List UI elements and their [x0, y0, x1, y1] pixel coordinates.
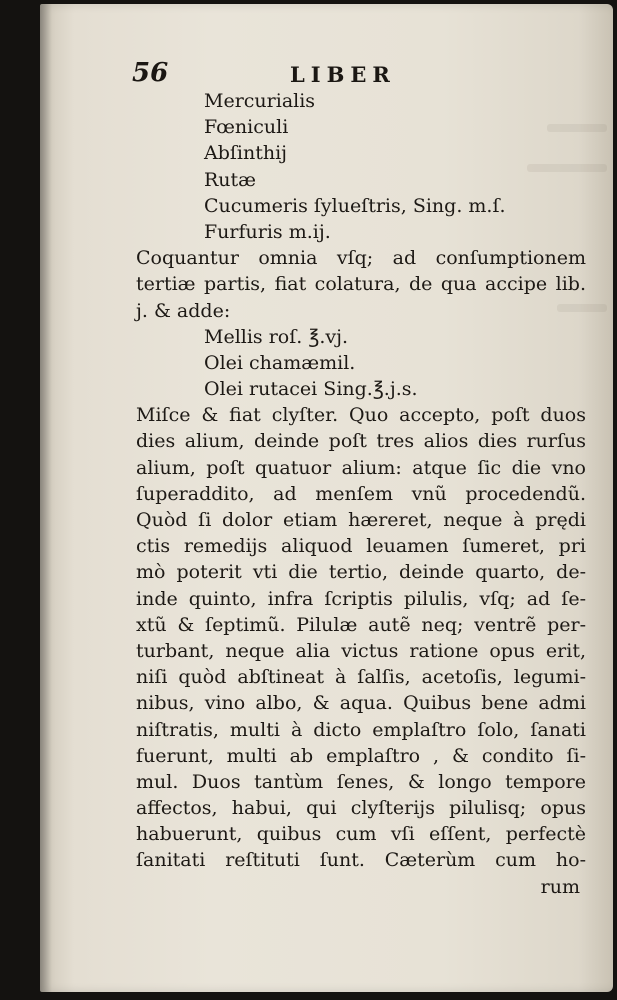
- recipe-ingredient: Furfuris m.ij.: [204, 220, 331, 243]
- text-line: dies alium, deinde poſt tres alios dies rurſus: [136, 430, 586, 453]
- recipe-ingredient: Rutæ: [204, 168, 257, 191]
- text-line: turbant, neque alia victus ratione opus erit,: [136, 639, 586, 662]
- text-line: habuerunt, quibus cum vſi eſſent, perfectè: [136, 823, 586, 846]
- page-gutter-shadow: [40, 4, 52, 992]
- recipe-ingredient: Olei chamæmil.: [204, 351, 356, 374]
- text-line: fuerunt, multi ab emplaſtro , & condito ſi-: [136, 744, 586, 767]
- body-paragraph: [136, 402, 586, 873]
- text-line: ſuperaddito, ad menſem vnũ procedendũ.: [136, 482, 586, 505]
- text-line: tertiæ partis, fiat colatura, de qua accipe lib.: [136, 273, 586, 296]
- text-line: xtũ & ſeptimũ. Pilulæ autẽ neq; ventrẽ per-: [136, 613, 586, 636]
- text-line: mul. Duos tantùm ſenes, & longo tempore: [136, 770, 586, 793]
- recipe-ingredient: Olei rutacei Sing.℥.j.s.: [204, 378, 418, 401]
- text-line: alium, poſt quatuor alium: atque ſic die vno: [136, 456, 586, 479]
- recipe-ingredient: Mellis roſ. ℥.vj.: [204, 325, 349, 348]
- text-line: ctis remedijs aliquod leuamen ſumeret, pri: [136, 535, 586, 558]
- catchword: rum: [540, 875, 580, 898]
- recipe-list-a: [136, 88, 586, 245]
- recipe-ingredient: Mercurialis: [204, 90, 316, 112]
- text-line: niſtratis, multi à dicto emplaſtro ſolo, ſanati: [136, 718, 586, 741]
- text-line: nibus, vino albo, & aqua. Quibus bene admi: [136, 692, 586, 715]
- running-head: LIBER: [290, 62, 396, 87]
- text-line: mò poterit vti die tertio, deinde quarto, de-: [136, 561, 586, 584]
- text-line: ſanitati reſtituti ſunt. Cæterùm cum ho-: [136, 849, 586, 872]
- instruction-paragraph: [136, 245, 586, 324]
- recipe-ingredient: Cucumeris ſylueſtris, Sing. m.ſ.: [204, 194, 506, 217]
- recipe-ingredient: Abſinthij: [204, 142, 288, 165]
- text-line: inde quinto, infra ſcriptis pilulis, vſq; ad ſe-: [136, 587, 586, 610]
- page-number: 56: [132, 58, 169, 88]
- text-line: affectos, habui, qui clyſterijs pilulisq; opus: [136, 797, 586, 820]
- text-line: niſi quòd abſtineat à ſalſis, acetoſis, legumi-: [136, 666, 586, 689]
- text-line: Coquantur omnia vſq; ad conſumptionem: [136, 247, 586, 270]
- page-text: [136, 88, 586, 900]
- text-line: j. & adde:: [136, 299, 231, 322]
- text-line: Quòd ſi dolor etiam hæreret, neque à prędi: [136, 509, 586, 531]
- recipe-ingredient: Fœniculi: [204, 116, 289, 139]
- text-line: Miſce & fiat clyſter. Quo accepto, poſt duos: [136, 404, 586, 427]
- page-header: [132, 58, 462, 90]
- recipe-list-b: [136, 324, 586, 403]
